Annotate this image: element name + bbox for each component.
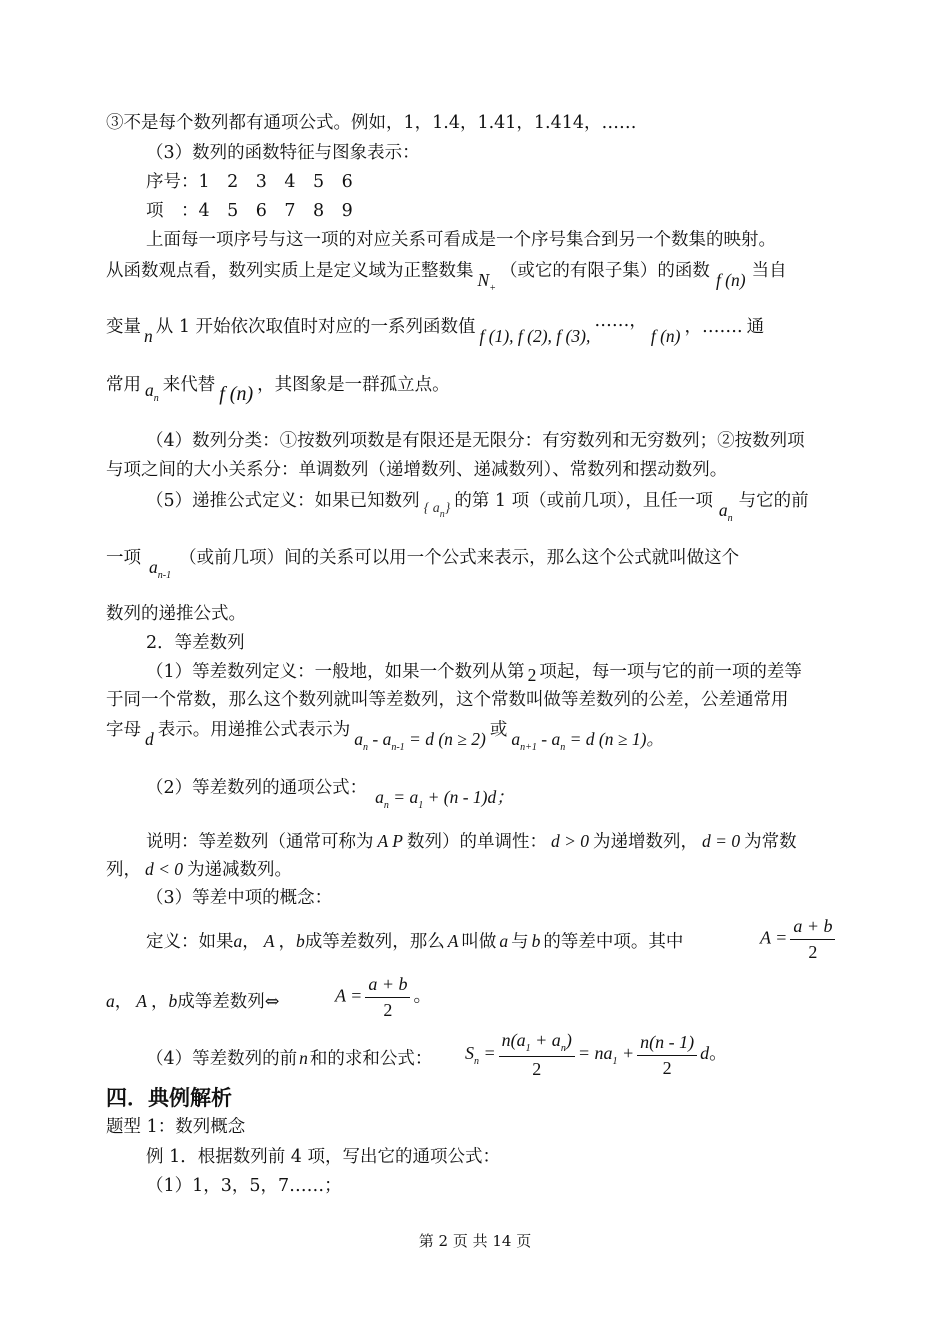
math-A: A	[263, 931, 275, 951]
text-line: a， A ，b成等差数列⇔	[106, 991, 280, 1012]
math-d-zero: d = 0	[702, 831, 741, 851]
text-line: 数列的递推公式。	[106, 604, 246, 624]
text: 通	[746, 317, 765, 337]
text-line	[106, 311, 765, 346]
text-line: （3）数列的函数特征与图象表示：	[146, 143, 420, 163]
math-A: A	[136, 991, 147, 1011]
text-line	[106, 546, 740, 581]
math-d: d	[145, 729, 154, 749]
math-fn: f (n)	[715, 270, 746, 290]
text-line: 于同一个常数，那么这个数列就叫等差数列，这个常数叫做等差数列的公差，公差通常用	[106, 690, 789, 710]
math-an: $a_n$	[145, 380, 159, 404]
text-line	[106, 373, 450, 404]
text: 数列）的单调性：	[406, 832, 547, 852]
math-midterm-equivalence: A = $\frac{a + b}{2}$ 。	[335, 974, 432, 1020]
text-line	[146, 830, 797, 853]
math-a: a	[233, 931, 243, 951]
text-line	[106, 718, 668, 753]
text-line: 序号：1 2 3 4 5 6	[146, 172, 353, 192]
math-fn: f (n)	[219, 383, 254, 405]
math-nplus: $N_+$	[477, 270, 496, 294]
math-recurrence-2: $a_{n+1} - a_n = d$ (n ≥ 1)。	[511, 729, 664, 753]
text: ，…….	[684, 317, 743, 337]
text-line: （3）等差中项的概念：	[146, 888, 333, 908]
text-line: 与项之间的大小关系分：单调数列（递增数列、递减数列）、常数列和摆动数列。	[106, 460, 728, 480]
text: 为递减数列。	[187, 860, 293, 880]
text-line: ③不是每个数列都有通项公式。例如，1，1.4，1.41，1.414，……	[106, 113, 637, 133]
text-line	[146, 489, 809, 524]
text-line: 项 ：4 5 6 7 8 9	[146, 201, 353, 221]
text: 从函数观点看，数列实质上是定义域为正整数集	[106, 261, 474, 281]
text-line: 定义：如果a， A ，b成等差数列，那么 A 叫做 a 与 b 的等差中项。其中	[146, 931, 684, 952]
math-general-term: $a_n = a_1 + (n - 1)d$；	[375, 787, 514, 811]
math-b: b	[295, 931, 305, 951]
math-d-neg: d < 0	[145, 859, 184, 879]
text: （或它的有限子集）的函数	[499, 261, 710, 281]
text-line: （1）1，3，5，7……；	[146, 1176, 342, 1196]
text: （1）等差数列定义：一般地，如果一个数列从第	[146, 662, 525, 682]
text: 变量	[106, 317, 141, 337]
text: 一项	[106, 548, 141, 568]
math-fn: f (n)	[650, 326, 681, 346]
text: 定义：如果	[146, 932, 234, 952]
text: （5）递推公式定义：如果已知数列	[146, 491, 420, 511]
text: 来代替	[162, 375, 216, 395]
text: 项起，每一项与它的前一项的差等	[539, 662, 802, 682]
text: 和的求和公式：	[309, 1049, 433, 1069]
page-footer: 第 2 页 共 14 页	[418, 1232, 532, 1250]
text: 列，	[106, 860, 141, 880]
text: 或	[489, 720, 508, 740]
text-line: 2．等差数列	[146, 633, 245, 653]
text-line: 例 1．根据数列前 4 项，写出它的通项公式：	[146, 1147, 500, 1167]
math-A: A	[447, 931, 459, 951]
text-line: （4）数列分类：①按数列项数是有限还是无限分：有穷数列和无穷数列；②按数列项	[146, 431, 805, 451]
text-line: 题型 1：数列概念	[106, 1117, 246, 1137]
math-b: b	[168, 991, 178, 1011]
math-an-set: { $a_n$}	[423, 501, 451, 520]
math-two: 2	[527, 665, 537, 685]
math-recurrence-1: $a_n - a_{n-1} = d$ (n ≥ 2)	[354, 729, 486, 753]
text: ……，	[594, 311, 647, 331]
math-d-pos: d > 0	[550, 831, 590, 851]
text: （4）等差数列的前	[146, 1049, 298, 1069]
text: 的第 1 项（或前几项），且任一项	[454, 491, 713, 511]
math-an-1: $a_{n-1}$	[149, 557, 172, 581]
text: 说明：等差数列（通常可称为	[146, 832, 374, 852]
math-n: n	[144, 326, 153, 346]
text: （或前几项）间的关系可以用一个公式来表示，那么这个公式就叫做这个	[179, 548, 740, 568]
text: 为递增数列，	[593, 832, 699, 852]
math-midterm-formula: A = $\frac{a + b}{2}$	[760, 916, 838, 963]
text-line	[146, 660, 802, 683]
text-line	[146, 1047, 432, 1070]
text: ，其图象是一群孤立点。	[257, 375, 450, 395]
math-ap: A P	[377, 831, 403, 851]
text: （2）等差数列的通项公式：	[146, 778, 368, 798]
math-a: a	[106, 991, 115, 1011]
math-sum-formula: $S_n$ = $\frac{n(a_1 + a_n)}{2}$ = $na_1$ + $\frac{n(n - 1)}{2}$ d。	[465, 1030, 728, 1079]
text-line	[106, 259, 787, 294]
text-line: 上面每一项序号与这一项的对应关系可看成是一个序号集合到另一个数集的映射。	[146, 230, 776, 250]
text: 字母	[106, 720, 141, 740]
text: 为常数	[744, 832, 797, 852]
section-heading: 四．典例解析	[106, 1085, 232, 1110]
text: 表示。用递推公式表示为	[157, 720, 351, 740]
text: 常用	[106, 375, 141, 395]
text-line	[106, 858, 292, 881]
math-a: a	[499, 931, 509, 951]
text: 当自	[751, 261, 787, 281]
math-f123: f (1), f (2), f (3),	[479, 326, 591, 346]
math-n: n	[299, 1048, 308, 1068]
math-b: b	[531, 931, 541, 951]
math-an: $a_n$	[718, 500, 733, 524]
text: 从 1 开始依次取值时对应的一系列函数值	[155, 317, 476, 337]
text-line	[146, 776, 522, 811]
text: 与它的前	[738, 491, 809, 511]
